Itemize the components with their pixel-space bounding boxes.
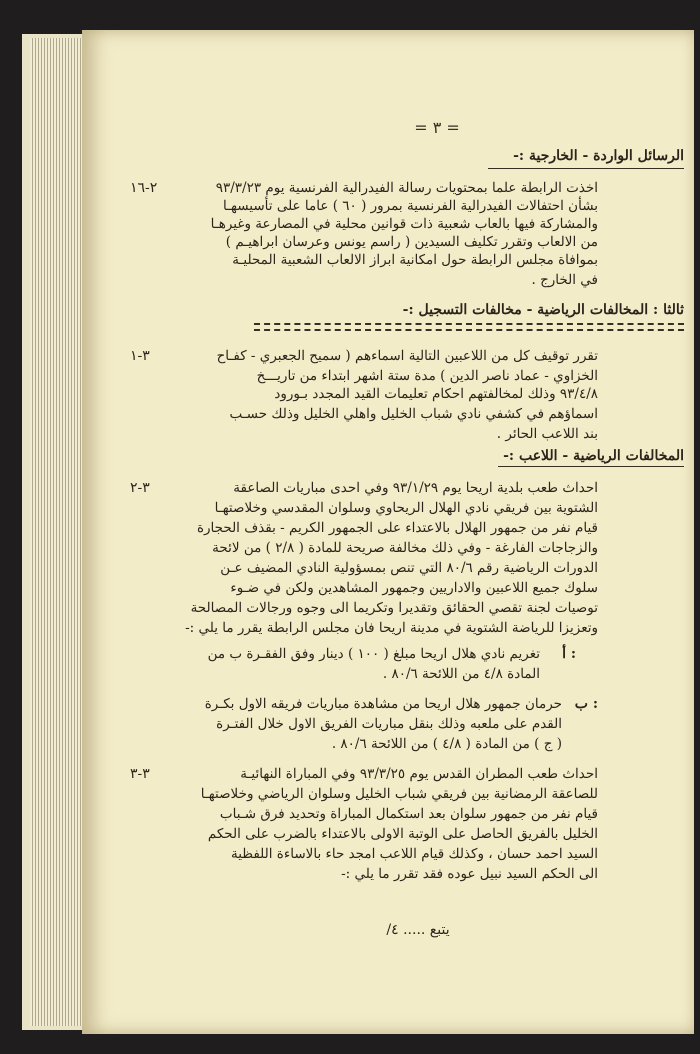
paragraph-line: اسماؤهم في كشفي نادي شباب الخليل واهلي الخليل وذلك حسـب (229, 406, 598, 422)
paragraph-line: الخليل بالفريق الحاصل على الوتبة الاولى بالاعتداء بالضرب على الحكم (207, 826, 598, 842)
item-number: ٣-٢ (130, 480, 150, 496)
paragraph-line: احداث طعب بلدية اريحا يوم ٩٣/١/٢٩ وفي احدى مباريات الصاعقة (233, 480, 598, 496)
paragraph-line: قيام نفر من جمهور سلوان بعد استكمال المباراة وتحديد فرق شـباب (219, 806, 598, 822)
paragraph-line: تغريم نادي هلال اريحا مبلغ ( ١٠٠ ) دينار وفق الفقـرة ب من (207, 646, 540, 662)
paragraph-line: بشأن احتفالات الفيدرالية الفرنسية بمرور ( ٦٠ ) عاما على تأسيسهـا (222, 198, 598, 214)
paragraph-line: من الالعاب وتقرر تكليف السيدين ( راسم يونس وعرسان ابراهيـم ) (225, 234, 598, 250)
continuation-footer: يتبع ..... ٤/ (386, 922, 450, 938)
paragraph-line: الدورات الرياضية رقم ٨٠/٦ التي تنص بمسؤولية النادي المضيف عـن (220, 560, 598, 576)
heading-dashed-rule (254, 329, 684, 331)
paragraph-line: المادة ٤/٨ من اللائحة ٨٠/٦ . (382, 666, 540, 682)
heading-underline (488, 168, 684, 169)
item-number: ٢-١٦ (130, 180, 158, 196)
paragraph-line: قيام نفر من جمهور الهلال بالاعتداء على الجمهور الكريم - بقذف الحجارة (196, 520, 598, 536)
item-number: ٣-٣ (130, 766, 150, 782)
paragraph-line: حرمان جمهور هلال اريحا من مشاهدة مباريات فريقه الاول بكـرة (204, 696, 562, 712)
heading-violations-players: المخالفات الرياضية - اللاعب :- (503, 448, 684, 464)
heading-dashed-rule (254, 323, 684, 325)
heading-underline (498, 466, 684, 467)
paragraph-line: وتعزيزا للرياضة الشتوية في مدينة اريحا فان مجلس الرابطة يقرر ما يلي :- (185, 620, 598, 636)
paragraph-line: تقرر توقيف كل من اللاعبين التالية اسماءهم ( سميح الجعبري - كفـاح (216, 348, 598, 364)
paragraph-line: الخزاوي - عماد ناصر الدين ) مدة ستة اشهر ابتداء من تاريـــخ (256, 368, 598, 384)
heading-incoming-letters: الرسائل الواردة - الخارجية :- (513, 148, 684, 164)
paragraph-line: القدم على ملعبه وذلك بنقل مباريات الفريق الاول خلال الفتـرة (216, 716, 562, 732)
paragraph-line: للصاعقة الرمضانية بين فريقي شباب الخليل وسلوان الرياضي وخلاصتهـا (200, 786, 598, 802)
document-page (82, 30, 694, 1034)
item-number: ٣-١ (130, 348, 150, 364)
paragraph-line: الشتوية بين فريقي نادي الهلال الريحاوي وسلوان المقدسي وخلاصتهـا (214, 500, 598, 516)
sub-item-letter: أ : (562, 646, 576, 662)
paragraph-line: السيد احمد حسان ، وكذلك قيام اللاعب امجد حاء بالاساءة اللفظية (230, 846, 598, 862)
page-number: = ٣ = (414, 118, 460, 137)
paragraph-line: الى الحكم السيد نبيل عوده فقد تقرر ما يلي :- (341, 866, 598, 882)
paragraph-line: بند اللاعب الحائر . (496, 426, 598, 442)
paragraph-line: سلوك جميع اللاعبين والاداريين وجمهور المشاهدين ولكن في ضـوء (230, 580, 598, 596)
paragraph-line: في الخارج . (531, 272, 598, 288)
paragraph-line: والمشاركة فيها بالعاب شعبية ذات قوانين محلية في المصارعة وغيرهـا (210, 216, 598, 232)
paragraph-line: والزجاجات الفارغة - وفي ذلك مخالفة صريحة للمادة ( ٢/٨ ) من لائحة (212, 540, 598, 556)
heading-violations-registration: ثالثا : المخالفات الرياضية - مخالفات التسجيل :- (402, 302, 684, 318)
paragraph-line: اخذت الرابطة علما بمحتويات رسالة الفيدرالية الفرنسية يوم ٩٣/٣/٢٣ (215, 180, 598, 196)
sub-item-letter: ب : (574, 696, 598, 712)
paragraph-line: بموافاة مجلس الرابطة حول امكانية ابراز الالعاب الشعبية المحليـة (232, 252, 598, 268)
paragraph-line: احداث طعب المطران القدس يوم ٩٣/٣/٢٥ وفي المباراة النهائيـة (240, 766, 598, 782)
paragraph-line: ( ج ) من المادة ( ٤/٨ ) من اللائحة ٨٠/٦ . (331, 736, 562, 752)
page-stack-lines (30, 38, 82, 1026)
paragraph-line: ٩٣/٤/٨ وذلك لمخالفتهم احكام تعليمات القيد المجدد بـورود (274, 386, 598, 402)
paragraph-line: توصيات لجنة تقصي الحقائق وتقديرا وتكريما الى وجوه ورجالات المصالحة (190, 600, 598, 616)
